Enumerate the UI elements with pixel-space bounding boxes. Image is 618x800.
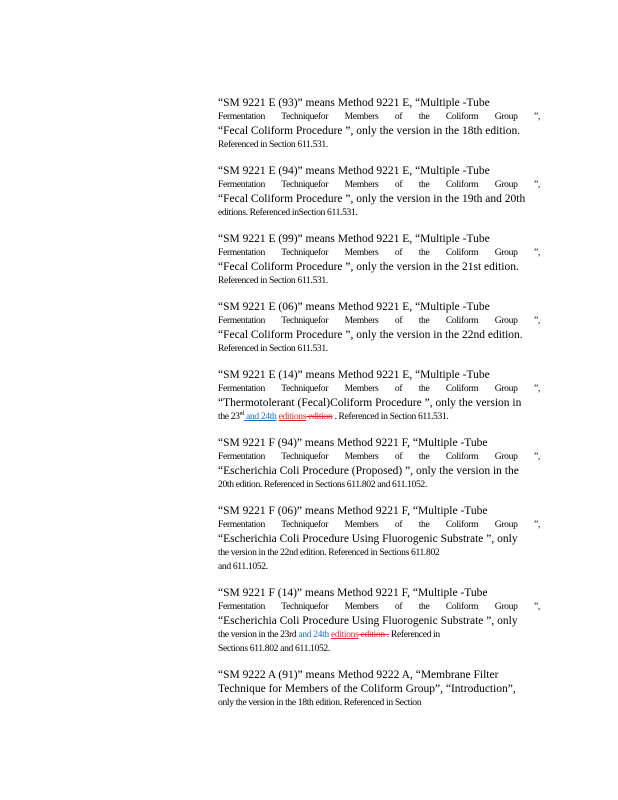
definition-line: “Escherichia Coli Procedure Using Fluorogenic Substrate ”, only: [218, 533, 518, 545]
inserted-text: and 24th: [296, 629, 329, 640]
definition-line: Fermentation Techniquefor Members of the Coliform Group ”,: [218, 111, 540, 122]
definition-reference: editions. Referenced inSection 611.531.: [218, 207, 358, 218]
definition-sm-9221-e-06: [218, 300, 540, 356]
definition-line: “Escherichia Coli Procedure Using Fluorogenic Substrate ”, only: [218, 615, 518, 627]
definition-line: “Fecal Coliform Procedure ”, only the version in the 19th and 20th: [218, 193, 526, 205]
definition-reference: and 611.1052.: [218, 561, 268, 572]
plain-text: . Referenced in Section 611.531.: [332, 411, 449, 422]
superscript-text: rd: [239, 410, 244, 417]
definition-line: “Escherichia Coli Procedure (Proposed) ”, only the version in the: [218, 465, 519, 477]
definition-reference: [218, 410, 540, 424]
plain-text: Referenced in: [388, 629, 440, 640]
inserted-text: and 24th: [243, 411, 277, 422]
definitions-list: [218, 96, 540, 722]
definition-line: Technique for Members of the Coliform Group”, “Introduction”,: [218, 683, 516, 695]
definition-reference: 20th edition. Referenced in Sections 611.802 and 611.1052.: [218, 479, 427, 490]
definition-heading: “SM 9221 F (06)” means Method 9221 F, “Multiple -Tube: [218, 505, 488, 517]
definition-heading: “SM 9222 A (91)” means Method 9222 A, “Membrane Filter: [218, 669, 499, 681]
plain-text: the version in the 23rd: [218, 629, 297, 640]
definition-sm-9221-e-94: [218, 164, 540, 220]
definition-line: the version in the 22nd edition. Referenced in Sections 611.802: [218, 547, 440, 558]
definition-line: “Fecal Coliform Procedure ”, only the version in the 21st edition.: [218, 261, 519, 273]
definition-reference: Sections 611.802 and 611.1052.: [218, 643, 330, 654]
definition-sm-9221-f-06: [218, 504, 540, 574]
deleted-text: edition .: [358, 629, 389, 640]
definition-heading: “SM 9221 E (94)” means Method 9221 E, “Multiple -Tube: [218, 165, 490, 177]
plain-text: the 23: [218, 411, 240, 422]
definition-line: [218, 628, 540, 642]
deleted-text: editions: [278, 411, 307, 422]
definition-reference: Referenced in Section 611.531.: [218, 139, 328, 150]
definition-heading: “SM 9221 E (14)” means Method 9221 E, “Multiple -Tube: [218, 369, 490, 381]
definition-sm-9221-e-99: [218, 232, 540, 288]
definition-reference: Referenced in Section 611.531.: [218, 275, 328, 286]
deleted-text: editions: [330, 629, 359, 640]
definition-line: Fermentation Techniquefor Members of the Coliform Group ”,: [218, 315, 540, 326]
definition-line: Fermentation Techniquefor Members of the Coliform Group ”,: [218, 519, 540, 530]
definition-heading: “SM 9221 E (06)” means Method 9221 E, “Multiple -Tube: [218, 301, 490, 313]
definition-sm-9221-f-14: [218, 586, 540, 656]
definition-line: Fermentation Techniquefor Members of the Coliform Group ”,: [218, 383, 540, 394]
definition-line: Fermentation Techniquefor Members of the Coliform Group ”,: [218, 451, 540, 462]
definition-line: “Thermotolerant (Fecal)Coliform Procedure ”, only the version in: [218, 397, 522, 409]
definition-heading: “SM 9221 F (94)” means Method 9221 F, “Multiple -Tube: [218, 437, 488, 449]
definition-sm-9221-e-14: [218, 368, 540, 424]
definition-sm-9222-a-91: [218, 668, 540, 710]
definition-reference: Referenced in Section 611.531.: [218, 343, 328, 354]
definition-line: Fermentation Techniquefor Members of the Coliform Group ”,: [218, 179, 540, 190]
definition-sm-9221-f-94: [218, 436, 540, 492]
definition-sm-9221-e-93: [218, 96, 540, 152]
definition-heading: “SM 9221 F (14)” means Method 9221 F, “Multiple -Tube: [218, 587, 488, 599]
definition-line: Fermentation Techniquefor Members of the Coliform Group ”,: [218, 247, 540, 258]
definition-reference: only the version in the 18th edition. Referenced in Section: [218, 697, 422, 708]
definition-line: “Fecal Coliform Procedure ”, only the version in the 18th edition.: [218, 125, 521, 137]
definition-heading: “SM 9221 E (99)” means Method 9221 E, “Multiple -Tube: [218, 233, 490, 245]
definition-heading: “SM 9221 E (93)” means Method 9221 E, “Multiple -Tube: [218, 97, 490, 109]
definition-line: Fermentation Techniquefor Members of the Coliform Group ”,: [218, 601, 540, 612]
deleted-text: edition: [306, 411, 333, 422]
definition-line: “Fecal Coliform Procedure ”, only the version in the 22nd edition.: [218, 329, 523, 341]
